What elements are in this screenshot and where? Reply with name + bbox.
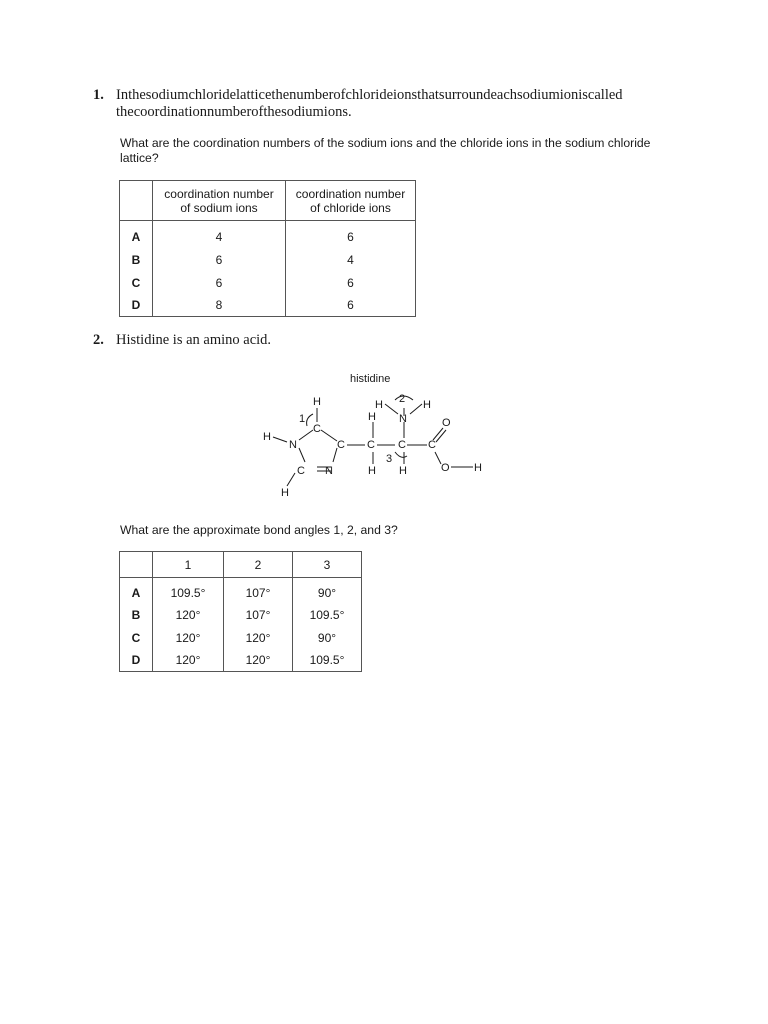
atom-label: C	[367, 439, 375, 451]
table-cell: 120°	[153, 627, 224, 650]
atom-label: N	[399, 413, 407, 425]
option-letter: B	[120, 249, 153, 272]
table-cell: 6	[286, 221, 416, 249]
atom-label: C	[297, 465, 305, 477]
angle-label-1: 1	[299, 413, 306, 425]
table-cell: 107°	[224, 578, 293, 604]
table-cell: 6	[286, 295, 416, 317]
question-1-prompt	[120, 136, 650, 166]
atom-label: N	[325, 465, 333, 477]
header-line: coordination number	[164, 186, 274, 201]
question-1-text-line2: thecoordinationnumberofthesodiumions.	[116, 104, 352, 120]
table-cell: 4	[153, 221, 286, 249]
atom-label: O	[442, 417, 451, 429]
table-cell: 90°	[293, 578, 362, 604]
option-row-a	[120, 221, 416, 249]
question-1-options-table	[119, 180, 416, 317]
question-1-text-line1: Inthesodiumchloridelatticethenumberofchlorideionsthatsurroundeachsodiumioniscalled	[116, 87, 623, 103]
histidine-structure-diagram	[255, 366, 495, 506]
option-row-b	[120, 249, 416, 272]
angle-arc-3	[395, 452, 407, 457]
angle-label-3: 3	[386, 453, 393, 465]
option-row-a	[120, 578, 362, 604]
table-cell: 107°	[224, 604, 293, 627]
question-2-options-table	[119, 551, 362, 672]
table-header-blank	[120, 181, 153, 221]
table-cell: 6	[153, 272, 286, 295]
atom-label: C	[313, 423, 321, 435]
atom-label: C	[428, 439, 436, 451]
question-2-text: Histidine is an amino acid.	[116, 332, 272, 348]
angle-label-2: 2	[399, 393, 406, 405]
header-line: of sodium ions	[180, 200, 258, 215]
table-header-angle-1: 1	[153, 552, 224, 578]
atom-label: C	[337, 439, 345, 451]
header-line: of chloride ions	[310, 200, 391, 215]
question-2-prompt: What are the approximate bond angles 1, 2, and 3?	[120, 523, 398, 537]
table-header-row	[120, 552, 362, 578]
atom-label: H	[263, 431, 271, 443]
atom-label: C	[398, 439, 406, 451]
option-letter: A	[120, 221, 153, 249]
option-letter: C	[120, 627, 153, 650]
option-row-b	[120, 604, 362, 627]
option-letter: A	[120, 578, 153, 604]
atom-label: O	[441, 462, 450, 474]
atom-label: H	[375, 399, 383, 411]
table-cell: 120°	[153, 604, 224, 627]
table-header-sodium	[153, 181, 286, 221]
table-cell: 8	[153, 295, 286, 317]
atom-label: N	[289, 439, 297, 451]
table-cell: 90°	[293, 627, 362, 650]
question-1-text	[116, 87, 623, 121]
table-header-row	[120, 181, 416, 221]
atom-label: H	[281, 487, 289, 499]
question-1-prompt-line2: lattice?	[120, 151, 159, 165]
table-header-blank	[120, 552, 153, 578]
question-1-prompt-line1: What are the coordination numbers of the sodium ions and the chloride ions in the sodium chloride	[120, 136, 651, 150]
atom-label: H	[474, 462, 482, 474]
atom-label: H	[368, 411, 376, 423]
option-row-c	[120, 627, 362, 650]
table-header-angle-2: 2	[224, 552, 293, 578]
table-cell: 120°	[153, 650, 224, 672]
option-letter: C	[120, 272, 153, 295]
option-row-c	[120, 272, 416, 295]
table-cell: 109.5°	[293, 604, 362, 627]
table-header-chloride	[286, 181, 416, 221]
table-cell: 6	[153, 249, 286, 272]
table-cell: 120°	[224, 627, 293, 650]
table-cell: 120°	[224, 650, 293, 672]
diagram-title: histidine	[350, 373, 391, 385]
atom-label: H	[399, 465, 407, 477]
option-letter: D	[120, 295, 153, 317]
atom-label: H	[423, 399, 431, 411]
table-header-angle-3: 3	[293, 552, 362, 578]
option-row-d	[120, 650, 362, 672]
option-letter: D	[120, 650, 153, 672]
table-cell: 109.5°	[293, 650, 362, 672]
header-line: coordination number	[295, 186, 406, 201]
atom-label: H	[313, 396, 321, 408]
question-1-number: 1.	[93, 87, 104, 103]
option-letter: B	[120, 604, 153, 627]
table-cell: 4	[286, 249, 416, 272]
table-cell: 109.5°	[153, 578, 224, 604]
question-2-number: 2.	[93, 332, 104, 348]
option-row-d	[120, 295, 416, 317]
atom-label: H	[368, 465, 376, 477]
table-cell: 6	[286, 272, 416, 295]
